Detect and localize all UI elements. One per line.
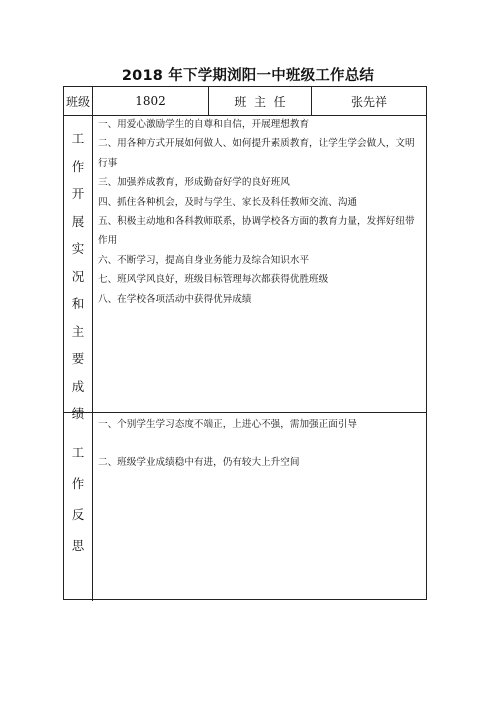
achievement-item: 二、用各种方式开展如何做人、如何提升素质教育，让学生学会做人，文明行事 [98, 138, 415, 169]
achievements-list [98, 115, 424, 309]
achievement-item: 一、用爱心激励学生的自尊和自信，开展理想教育 [98, 119, 310, 130]
label-char: 作 [71, 476, 85, 491]
label-char: 工 [71, 445, 85, 460]
row-divider [64, 412, 426, 413]
class-value: 1802 [135, 94, 166, 108]
head-teacher-value: 张先祥 [350, 94, 387, 109]
label-char: 成 [71, 378, 85, 394]
achievement-item: 五、积极主动地和各科教师联系，协调学校各方面的教育力量，发挥好纽带作用 [98, 216, 415, 247]
head-teacher-label: 班 主 任 [234, 94, 286, 109]
label-char: 主 [71, 323, 85, 339]
reflection-list [98, 415, 424, 473]
label-char: 实 [71, 241, 85, 256]
label-char: 思 [71, 538, 85, 553]
label-char: 开 [71, 186, 85, 201]
label-char: 工 [71, 131, 85, 146]
class-label: 班级 [65, 94, 90, 109]
achievement-item: 三、加强养成教育，形成勤奋好学的良好班风 [98, 177, 290, 189]
achievement-item: 六、不断学习，提高自身业务能力及综合知识水平 [98, 254, 310, 266]
label-char: 作 [71, 158, 85, 174]
reflection-item: 一、个别学生学习态度不端正，上进心不强，需加强正面引导 [98, 419, 358, 430]
summary-form-table [63, 86, 427, 600]
page-title: 2018 年下学期浏阳一中班级工作总结 [121, 68, 375, 84]
label-char: 展 [71, 213, 85, 229]
label-char: 和 [71, 296, 85, 311]
achievement-item: 四、抓住各种机会，及时与学生、家长及科任教师交流、沟通 [98, 196, 358, 208]
label-column-divider [92, 87, 93, 601]
label-char: 要 [71, 351, 85, 366]
reflection-item: 二、班级学业成绩稳中有进，仍有较大上升空间 [98, 457, 300, 469]
label-char: 反 [71, 507, 85, 522]
achievement-item: 八、在学校各项活动中获得优异成绩 [98, 293, 252, 305]
label-char: 绩 [71, 406, 85, 421]
label-char: 况 [71, 268, 85, 284]
achievements-section-label [64, 125, 92, 428]
reflection-section-label [64, 437, 92, 561]
achievement-item: 七、班风学风良好，班级目标管理每次都获得优胜班级 [98, 274, 329, 286]
